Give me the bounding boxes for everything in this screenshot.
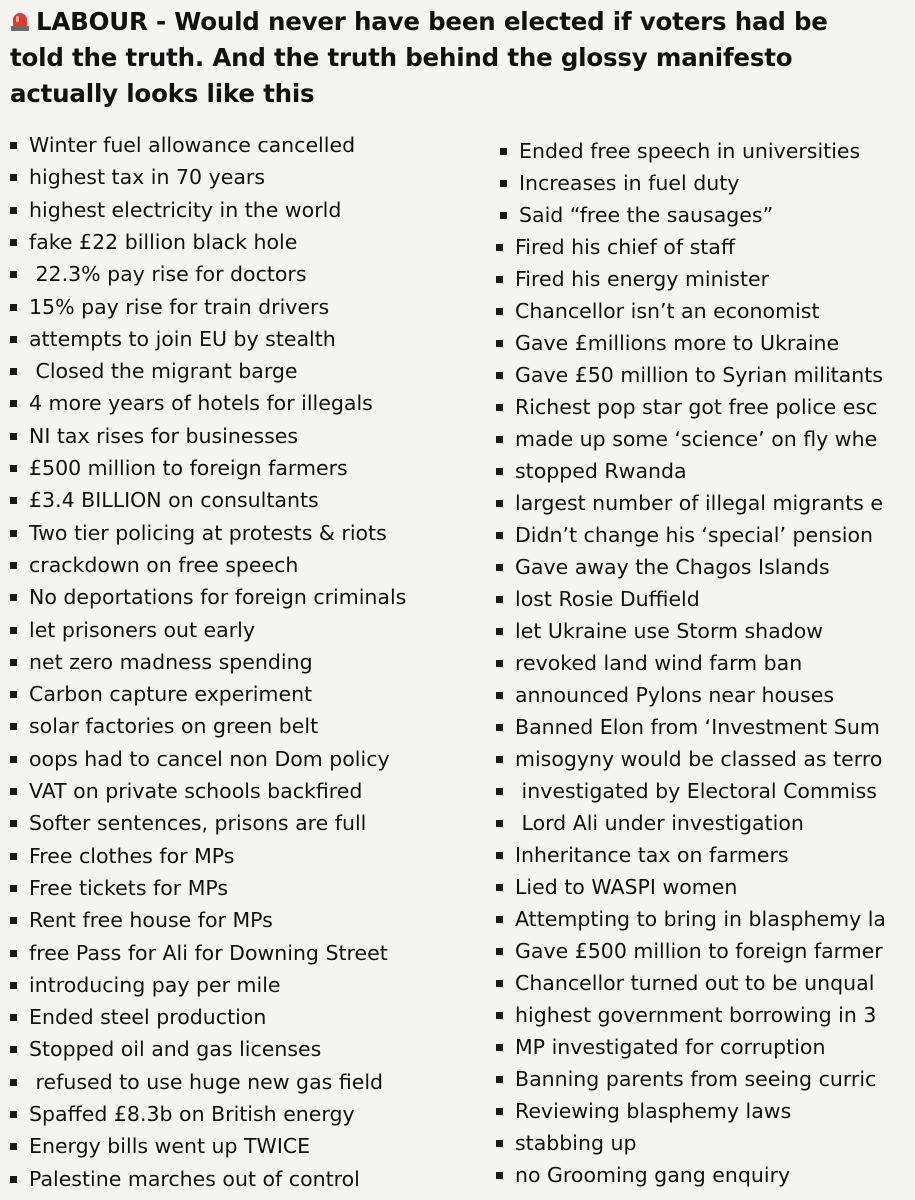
list-item-text: Ended steel production xyxy=(29,1005,267,1030)
list-item-text: misogyny would be classed as terro xyxy=(515,747,883,771)
bullet-icon xyxy=(10,1111,17,1118)
list-item-text: Increases in fuel duty xyxy=(519,171,740,195)
title-line-2: told the truth. And the truth behind the glossy manifesto xyxy=(10,43,793,72)
list-item xyxy=(10,1164,360,1194)
bullet-icon xyxy=(496,1108,503,1115)
list-item xyxy=(10,485,319,515)
list-item-text: Banned Elon from ‘Investment Sum xyxy=(515,715,880,739)
list-item xyxy=(10,938,388,968)
bullet-icon xyxy=(496,628,503,635)
bullet-icon xyxy=(496,276,503,283)
bullet-icon xyxy=(500,148,507,155)
list-item-text: introducing pay per mile xyxy=(29,972,281,997)
title-line-3: actually looks like this xyxy=(10,79,315,108)
list-item-text: Winter fuel allowance cancelled xyxy=(29,133,356,157)
list-item-text: Gave £millions more to Ukraine xyxy=(515,331,840,355)
list-item-text: Free tickets for MPs xyxy=(29,875,229,900)
list-item xyxy=(496,328,839,358)
bullet-icon xyxy=(496,916,503,923)
bullet-icon xyxy=(10,497,17,504)
list-item xyxy=(10,776,362,806)
list-item xyxy=(10,518,387,548)
list-item xyxy=(10,1002,266,1032)
bullet-icon xyxy=(10,239,17,246)
list-item-text: Two tier policing at protests & riots xyxy=(29,520,387,545)
list-item-text: Banning parents from seeing curric xyxy=(515,1067,877,1091)
list-item xyxy=(496,968,874,998)
list-item-text: Fired his energy minister xyxy=(515,267,770,291)
bullet-icon xyxy=(10,1046,17,1053)
list-item-text: Free clothes for MPs xyxy=(29,843,235,868)
list-item-text: net zero madness spending xyxy=(29,649,313,674)
bullet-icon xyxy=(496,532,503,539)
bullet-icon xyxy=(496,244,503,251)
bullet-icon xyxy=(496,980,503,987)
list-item xyxy=(10,195,341,225)
bullet-icon xyxy=(10,433,17,440)
list-item-text: Ended free speech in universities xyxy=(519,139,861,163)
list-item-text: Palestine marches out of control xyxy=(29,1166,360,1191)
list-item-text: no Grooming gang enquiry xyxy=(515,1163,791,1187)
bullet-icon xyxy=(496,884,503,891)
list-item-text: refused to use huge new gas field xyxy=(29,1069,384,1094)
bullet-icon xyxy=(10,691,17,698)
list-item-text: investigated by Electoral Commiss xyxy=(515,779,877,803)
list-item xyxy=(496,456,687,486)
list-item xyxy=(496,552,830,582)
list-item xyxy=(496,424,877,454)
bullet-icon xyxy=(10,885,17,892)
list-item xyxy=(496,520,873,550)
list-item-text: crackdown on free speech xyxy=(29,552,299,577)
bullet-icon xyxy=(10,853,17,860)
list-item xyxy=(10,259,307,289)
list-item xyxy=(10,873,228,903)
list-item xyxy=(496,712,880,742)
list-item xyxy=(496,872,737,902)
list-item xyxy=(496,1160,790,1190)
list-item-text: Softer sentences, prisons are full xyxy=(29,811,367,836)
list-item-text: Fired his chief of staff xyxy=(515,235,735,259)
bullet-icon xyxy=(496,372,503,379)
list-item-text: Rent free house for MPs xyxy=(29,908,273,933)
list-item xyxy=(500,168,739,198)
bullet-icon xyxy=(496,820,503,827)
bullet-icon xyxy=(496,948,503,955)
bullet-icon xyxy=(496,788,503,795)
bullet-icon xyxy=(496,340,503,347)
list-item-text: Reviewing blasphemy laws xyxy=(515,1099,792,1123)
list-item-text: £500 million to foreign farmers xyxy=(29,456,348,480)
bullet-icon xyxy=(10,1143,17,1150)
list-item-text: Chancellor turned out to be unqual xyxy=(515,971,875,995)
bullet-icon xyxy=(496,564,503,571)
list-item xyxy=(10,356,298,386)
list-item-text: Closed the migrant barge xyxy=(29,359,298,384)
list-item xyxy=(10,1034,321,1064)
list-item-text: highest tax in 70 years xyxy=(29,165,266,190)
list-item-text: Carbon capture experiment xyxy=(29,682,313,707)
list-item xyxy=(10,292,329,322)
bullet-icon xyxy=(10,1014,17,1021)
list-item xyxy=(10,388,373,418)
title-text-1: LABOUR - Would never have been elected if voters had be xyxy=(36,7,828,36)
bullet-icon xyxy=(10,400,17,407)
list-item xyxy=(496,1096,791,1126)
list-item-text: Inheritance tax on farmers xyxy=(515,843,789,867)
list-item xyxy=(496,744,882,774)
list-item-text: Lied to WASPI women xyxy=(515,875,738,899)
bullet-icon xyxy=(10,1079,17,1086)
list-item-text: lost Rosie Duffield xyxy=(515,587,700,611)
bullet-icon xyxy=(10,627,17,634)
list-item xyxy=(496,648,802,678)
bullet-icon xyxy=(496,308,503,315)
list-item xyxy=(10,711,318,741)
bullet-icon xyxy=(496,436,503,443)
list-item-text: let prisoners out early xyxy=(29,617,255,642)
list-item-text: Attempting to bring in blasphemy la xyxy=(515,907,886,931)
list-item xyxy=(496,936,883,966)
bullet-icon xyxy=(496,1044,503,1051)
list-item-text: Gave £50 million to Syrian militants xyxy=(515,363,883,387)
list-item xyxy=(10,550,298,580)
bullet-icon xyxy=(496,724,503,731)
list-item-text: 15% pay rise for train drivers xyxy=(29,294,330,319)
bullet-icon xyxy=(10,562,17,569)
list-item xyxy=(10,1131,310,1161)
bullet-icon xyxy=(496,500,503,507)
list-item xyxy=(10,1099,355,1129)
bullet-icon xyxy=(496,1172,503,1179)
bullet-icon xyxy=(500,180,507,187)
list-item-text: revoked land wind farm ban xyxy=(515,651,803,675)
list-item xyxy=(496,232,735,262)
list-item xyxy=(10,808,366,838)
list-item xyxy=(10,905,273,935)
bullet-icon xyxy=(10,142,17,149)
list-item-text: solar factories on green belt xyxy=(29,714,319,739)
list-item-text: NI tax rises for businesses xyxy=(29,423,299,448)
bullet-icon xyxy=(10,304,17,311)
list-item-text: highest electricity in the world xyxy=(29,197,342,222)
bullet-icon xyxy=(10,659,17,666)
bullet-icon xyxy=(10,336,17,343)
list-item-text: Lord Ali under investigation xyxy=(515,811,804,835)
bullet-icon xyxy=(500,212,507,219)
list-item-text: oops had to cancel non Dom policy xyxy=(29,746,390,771)
list-item xyxy=(496,296,819,326)
bullet-icon xyxy=(496,1076,503,1083)
list-item xyxy=(500,136,860,166)
list-item xyxy=(496,680,834,710)
list-item-text: Energy bills went up TWICE xyxy=(29,1134,311,1159)
list-item xyxy=(496,360,883,390)
title-line-1 xyxy=(10,4,915,40)
list-item xyxy=(10,647,313,677)
bullet-icon xyxy=(10,530,17,537)
list-item-text: Stopped oil and gas licenses xyxy=(29,1037,322,1062)
bullet-icon xyxy=(496,852,503,859)
bullet-icon xyxy=(496,756,503,763)
list-item xyxy=(496,584,700,614)
bullet-icon xyxy=(10,788,17,795)
list-item xyxy=(10,679,312,709)
bullet-icon xyxy=(496,692,503,699)
list-item-text: stopped Rwanda xyxy=(515,459,687,483)
list-item xyxy=(10,1067,383,1097)
bullet-icon xyxy=(496,468,503,475)
bullet-icon xyxy=(10,917,17,924)
post-title xyxy=(10,4,915,112)
bullet-icon xyxy=(496,404,503,411)
list-item xyxy=(10,970,281,1000)
list-item-text: highest government borrowing in 3 xyxy=(515,1003,877,1027)
bullet-icon xyxy=(496,1140,503,1147)
list-item-text: announced Pylons near houses xyxy=(515,683,835,707)
list-item-text: Didn’t change his ‘special’ pension xyxy=(515,523,874,547)
list-item-text: free Pass for Ali for Downing Street xyxy=(29,940,388,965)
list-item-text: Gave away the Chagos Islands xyxy=(515,555,830,579)
list-item-text: No deportations for foreign criminals xyxy=(29,585,407,610)
bullet-icon xyxy=(496,660,503,667)
siren-icon xyxy=(10,9,30,33)
bullet-icon xyxy=(10,1176,17,1183)
list-item-text: MP investigated for corruption xyxy=(515,1035,826,1059)
list-item-text: 4 more years of hotels for illegals xyxy=(29,391,373,416)
list-item xyxy=(10,162,265,192)
list-item-text: 22.3% pay rise for doctors xyxy=(29,262,307,287)
list-item-text: Spaffed £8.3b on British energy xyxy=(29,1102,355,1126)
list-item-text: attempts to join EU by stealth xyxy=(29,326,336,351)
list-item xyxy=(496,776,877,806)
list-item-text: £3.4 BILLION on consultants xyxy=(29,488,319,513)
list-item xyxy=(10,582,406,612)
bullet-icon xyxy=(10,723,17,730)
list-item-text: Chancellor isn’t an economist xyxy=(515,299,820,323)
list-item xyxy=(496,1000,876,1030)
bullet-icon xyxy=(10,594,17,601)
list-item xyxy=(496,1128,637,1158)
bullet-icon xyxy=(10,207,17,214)
list-item-text: Said “free the sausages” xyxy=(519,203,774,227)
list-item xyxy=(496,392,877,422)
list-item xyxy=(10,227,297,257)
list-item xyxy=(496,1032,825,1062)
bullet-icon xyxy=(10,950,17,957)
list-item xyxy=(496,264,769,294)
list-item-text: Gave £500 million to foreign farmer xyxy=(515,939,883,963)
bullet-icon xyxy=(10,820,17,827)
bullet-icon xyxy=(10,756,17,763)
list-item xyxy=(496,616,823,646)
list-item xyxy=(10,744,390,774)
list-item-text: VAT on private schools backfired xyxy=(29,779,363,803)
list-item xyxy=(10,841,234,871)
list-item xyxy=(496,840,789,870)
list-item-text: fake £22 billion black hole xyxy=(29,229,298,254)
list-item-text: Richest pop star got free police esc xyxy=(515,395,878,419)
list-item xyxy=(10,421,298,451)
bullet-icon xyxy=(10,271,17,278)
bullet-icon xyxy=(10,465,17,472)
bullet-icon xyxy=(10,982,17,989)
list-item-text: let Ukraine use Storm shadow xyxy=(515,619,824,643)
list-item xyxy=(10,453,348,483)
bullet-icon xyxy=(496,596,503,603)
list-item-text: largest number of illegal migrants e xyxy=(515,491,883,515)
bullet-icon xyxy=(10,368,17,375)
list-item xyxy=(10,615,255,645)
list-item xyxy=(496,488,883,518)
list-item xyxy=(496,1064,876,1094)
list-item xyxy=(496,808,804,838)
list-item xyxy=(10,130,355,160)
list-item xyxy=(10,324,336,354)
list-item xyxy=(500,200,773,230)
list-item xyxy=(496,904,886,934)
list-item-text: stabbing up xyxy=(515,1131,637,1155)
bullet-icon xyxy=(10,174,17,181)
bullet-icon xyxy=(496,1012,503,1019)
list-item-text: made up some ‘science’ on fly whe xyxy=(515,427,878,451)
